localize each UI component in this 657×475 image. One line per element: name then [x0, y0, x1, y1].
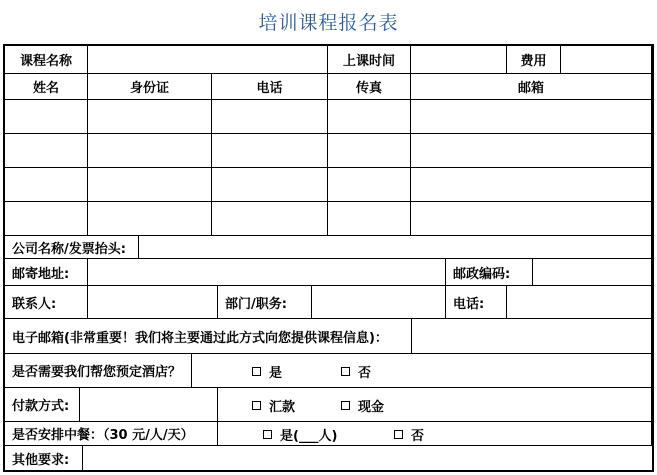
header-phone: 电话: [212, 74, 328, 100]
email-field[interactable]: [412, 319, 652, 354]
participant-cell[interactable]: [411, 168, 652, 202]
postcode-field[interactable]: [533, 259, 652, 286]
checkbox-icon[interactable]: [341, 401, 350, 410]
course-name-field[interactable]: [88, 46, 328, 74]
checkbox-icon[interactable]: [252, 367, 261, 376]
participant-cell[interactable]: [5, 168, 88, 202]
contact-label: 联系人:: [5, 286, 88, 319]
participant-cell[interactable]: [88, 134, 212, 168]
course-name-label: 课程名称: [5, 46, 88, 74]
payment-cash-option[interactable]: [341, 396, 384, 414]
checkbox-icon[interactable]: [252, 401, 261, 410]
phone-field[interactable]: [507, 286, 652, 319]
participant-cell[interactable]: [212, 100, 328, 134]
contact-field[interactable]: [88, 286, 218, 319]
participant-cell[interactable]: [328, 168, 411, 202]
postcode-label: 邮政编码:: [446, 259, 533, 286]
fee-label: 费用: [507, 46, 561, 74]
participant-cell[interactable]: [88, 168, 212, 202]
header-name: 姓名: [5, 74, 88, 100]
mail-address-field[interactable]: [88, 259, 446, 286]
other-field[interactable]: [83, 446, 652, 470]
payment-cash-label: 现金: [358, 399, 385, 415]
header-email: 邮箱: [411, 74, 652, 100]
participant-cell[interactable]: [328, 202, 411, 236]
mail-address-label: 邮寄地址:: [5, 259, 88, 286]
participant-cell[interactable]: [411, 134, 652, 168]
participant-cell[interactable]: [88, 202, 212, 236]
form-title: 培训课程报名表: [258, 12, 399, 34]
participant-cell[interactable]: [212, 202, 328, 236]
fee-field[interactable]: [561, 46, 652, 74]
payment-remit-option[interactable]: [252, 396, 295, 414]
checkbox-icon[interactable]: [263, 430, 272, 439]
participant-cell[interactable]: [212, 168, 328, 202]
participant-cell[interactable]: [88, 100, 212, 134]
participant-cell[interactable]: [212, 134, 328, 168]
hotel-label: 是否需要我们帮您预定酒店？: [5, 354, 192, 388]
participant-cell[interactable]: [5, 202, 88, 236]
participant-cell[interactable]: [411, 100, 652, 134]
participant-cell[interactable]: [328, 100, 411, 134]
participant-cell[interactable]: [5, 100, 88, 134]
participant-cell[interactable]: [411, 202, 652, 236]
header-id-card: 身份证: [88, 74, 212, 100]
payment-label: 付款方式:: [5, 388, 80, 422]
payment-remit-label: 汇款: [269, 399, 296, 415]
checkbox-icon[interactable]: [341, 367, 350, 376]
class-time-label: 上课时间: [328, 46, 411, 74]
other-label: 其他要求:: [5, 446, 83, 470]
email-label: 电子邮箱(非常重要！我们将主要通过此方式向您提供课程信息)：: [5, 319, 412, 354]
hotel-no-label: 否: [358, 365, 372, 381]
company-field[interactable]: [139, 236, 652, 259]
lunch-no-option[interactable]: [394, 425, 424, 443]
lunch-no-label: 否: [411, 428, 425, 444]
department-label: 部门/职务:: [218, 286, 312, 319]
lunch-label: 是否安排中餐：（30 元/人/天）: [5, 422, 218, 446]
payment-blank-cell: [80, 388, 218, 422]
participant-cell[interactable]: [5, 134, 88, 168]
hotel-no-option[interactable]: [341, 362, 371, 380]
department-field[interactable]: [312, 286, 446, 319]
lunch-yes-option[interactable]: [263, 425, 337, 443]
checkbox-icon[interactable]: [394, 430, 403, 439]
lunch-yes-label: 是(___人): [280, 428, 338, 444]
header-fax: 传真: [328, 74, 411, 100]
hotel-yes-label: 是: [269, 365, 283, 381]
company-label: 公司名称/发票抬头:: [5, 236, 139, 259]
class-time-field[interactable]: [411, 46, 507, 74]
participant-cell[interactable]: [328, 134, 411, 168]
hotel-yes-option[interactable]: [252, 362, 282, 380]
phone-label: 电话:: [446, 286, 507, 319]
